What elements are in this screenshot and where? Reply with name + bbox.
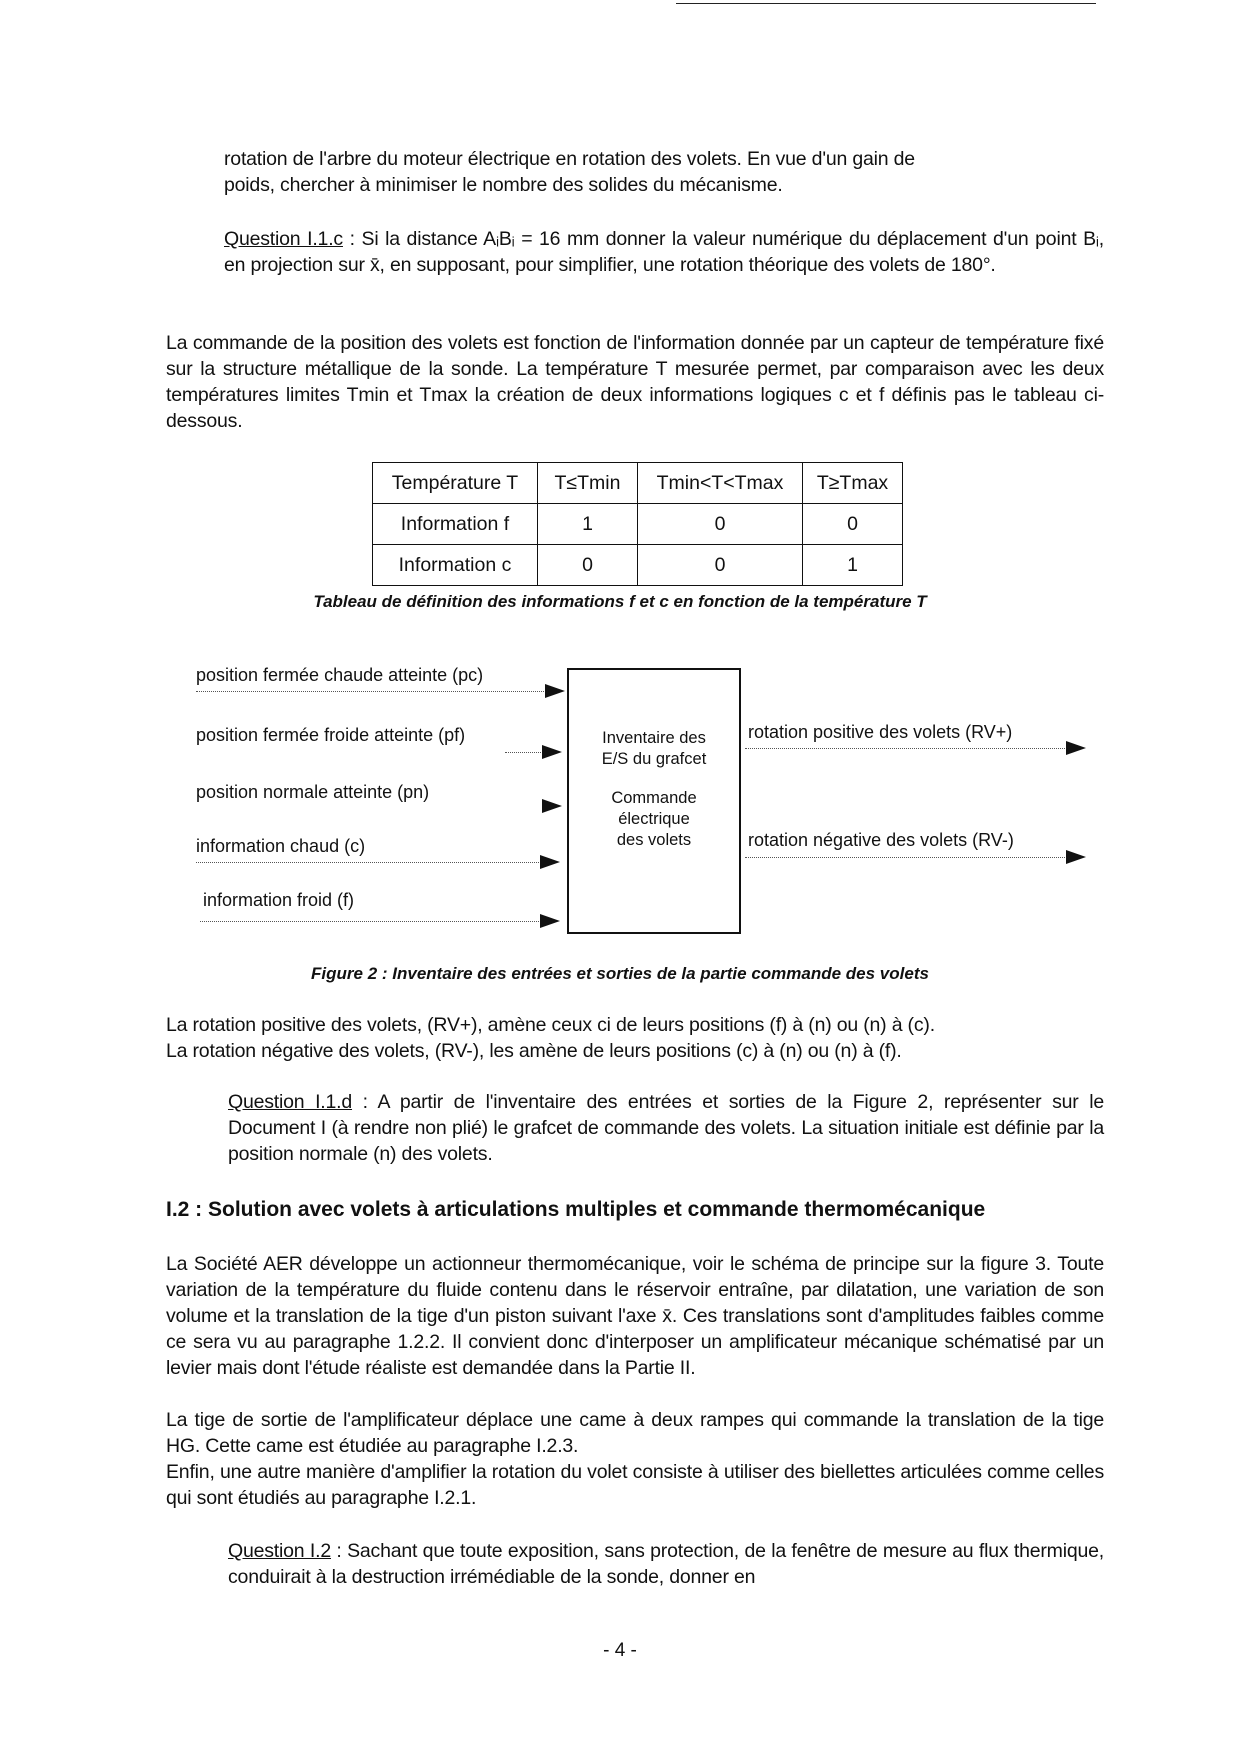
intro-line-2: poids, chercher à minimiser le nombre des solides du mécanisme. [224, 174, 783, 196]
block-text-line: électrique [618, 810, 690, 828]
table-header-cell: T≤Tmin [538, 463, 638, 504]
page-number: - 4 - [603, 1640, 637, 1661]
figure-2-caption: Figure 2 : Inventaire des entrées et sorties de la partie commande des volets [311, 964, 929, 983]
block-text-line: des volets [616, 831, 692, 849]
arrow-right-icon [542, 745, 562, 759]
question-label: Question I.1.d [228, 1091, 353, 1113]
output-label-rv-minus: rotation négative des volets (RV-) [748, 830, 1014, 850]
table-cell: 1 [803, 545, 903, 586]
question-text: : Si la distance AᵢBᵢ = 16 mm donner la valeur numérique du déplacement d'un point Bᵢ, en projection sur x̄, en supposant, pour simplifier, une rotation théorique des volets de 180°. [224, 228, 1104, 276]
arrow-right-icon [545, 684, 565, 698]
command-block [567, 668, 741, 934]
table-cell: 0 [538, 545, 638, 586]
input-line-f [200, 921, 541, 922]
input-label-pf: position fermée froide atteinte (pf) [196, 725, 466, 745]
arrow-right-icon [1066, 850, 1086, 864]
table-header-cell: T≥Tmax [803, 463, 903, 504]
block-text-line: Commande [611, 789, 697, 807]
table-cell: 0 [638, 545, 803, 586]
table-header-cell: Température T [373, 463, 538, 504]
section-heading: I.2 : Solution avec volets à articulations multiples et commande thermomécanique [166, 1198, 986, 1221]
scan-top-rule [676, 3, 1096, 4]
output-line-rv-minus [745, 857, 1071, 858]
table-cell: Information f [373, 504, 538, 545]
table-header-row [373, 463, 903, 504]
table-header-cell: Tmin<T<Tmax [638, 463, 803, 504]
section-paragraph-1: La Société AER développe un actionneur thermomécanique, voir le schéma de principe sur la figure 3. Toute variation de la température du fluide contenu dans le réservoir entraîne, par dilatation, une variation de son volume et la translation de la tige d'un piston suivant l'axe x̄. Ces translations sont d'amplitudes faibles comme ce sera vu au paragraphe 1.2.2. Il convient donc d'interposer un amplificateur mécanique schématisé par un levier mais dont l'étude réaliste est demandée dans la Partie II. [166, 1253, 1104, 1379]
output-line-rv-plus [745, 748, 1071, 749]
input-line-pf [505, 752, 543, 753]
question-text: : A partir de l'inventaire des entrées et sorties de la Figure 2, représenter sur le Document I (à rendre non plié) le grafcet de commande des volets. La situation initiale est définie par la position normale (n) des volets. [228, 1091, 1104, 1165]
block-text-line: Inventaire des [602, 729, 706, 747]
section-paragraph-2: La tige de sortie de l'amplificateur déplace une came à deux rampes qui commande la translation de la tige HG. Cette came est étudiée au paragraphe I.2.3. [166, 1409, 1104, 1457]
question-1-1-d [228, 1089, 1104, 1167]
input-label-pc: position fermée chaude atteinte (pc) [196, 665, 484, 685]
question-1-1-c [224, 226, 1104, 278]
table-cell: 0 [638, 504, 803, 545]
arrow-right-icon [540, 855, 560, 869]
rotation-line-2: La rotation négative des volets, (RV-), les amène de leurs positions (c) à (n) ou (n) à (f). [166, 1040, 902, 1062]
arrow-right-icon [1066, 741, 1086, 755]
input-label-f: information froid (f) [203, 890, 355, 910]
temperature-info-table [372, 462, 903, 586]
output-label-rv-plus: rotation positive des volets (RV+) [748, 722, 1013, 742]
table-cell: 0 [803, 504, 903, 545]
input-line-pc [196, 691, 544, 692]
question-1-2 [228, 1538, 1104, 1590]
section-paragraph-3: Enfin, une autre manière d'amplifier la rotation du volet consiste à utiliser des biellettes articulées comme celles qui sont étudiés au paragraphe I.2.1. [166, 1461, 1104, 1509]
rotation-paragraph [166, 1012, 1104, 1064]
rotation-line-1: La rotation positive des volets, (RV+), amène ceux ci de leurs positions (f) à (n) ou (n) à (c). [166, 1014, 935, 1036]
table-cell: 1 [538, 504, 638, 545]
question-text: : Sachant que toute exposition, sans protection, de la fenêtre de mesure au flux thermique, conduirait à la destruction irrémédiable de la sonde, donner en [228, 1540, 1105, 1588]
input-label-c: information chaud (c) [196, 836, 366, 856]
table-row [373, 545, 903, 586]
question-label: Question I.2 [228, 1540, 331, 1562]
input-label-pn: position normale atteinte (pn) [196, 782, 430, 802]
block-text-line: E/S du grafcet [601, 750, 707, 768]
commande-paragraph: La commande de la position des volets est fonction de l'information donnée par un capteur de température fixé sur la structure métallique de la sonde. La température T mesurée permet, par comparaison avec les deux températures limites Tmin et Tmax la création de deux informations logiques c et f définis pas le tableau ci-dessous. [166, 332, 1104, 432]
arrow-right-icon [542, 799, 562, 813]
table-row [373, 504, 903, 545]
question-label: Question I.1.c [224, 228, 343, 250]
intro-paragraph [224, 146, 1104, 198]
intro-line-1: rotation de l'arbre du moteur électrique en rotation des volets. En vue d'un gain de [224, 148, 915, 170]
arrow-right-icon [540, 914, 560, 928]
table-caption: Tableau de définition des informations f et c en fonction de la température T [313, 592, 927, 611]
input-line-c [196, 862, 541, 863]
table-cell: Information c [373, 545, 538, 586]
